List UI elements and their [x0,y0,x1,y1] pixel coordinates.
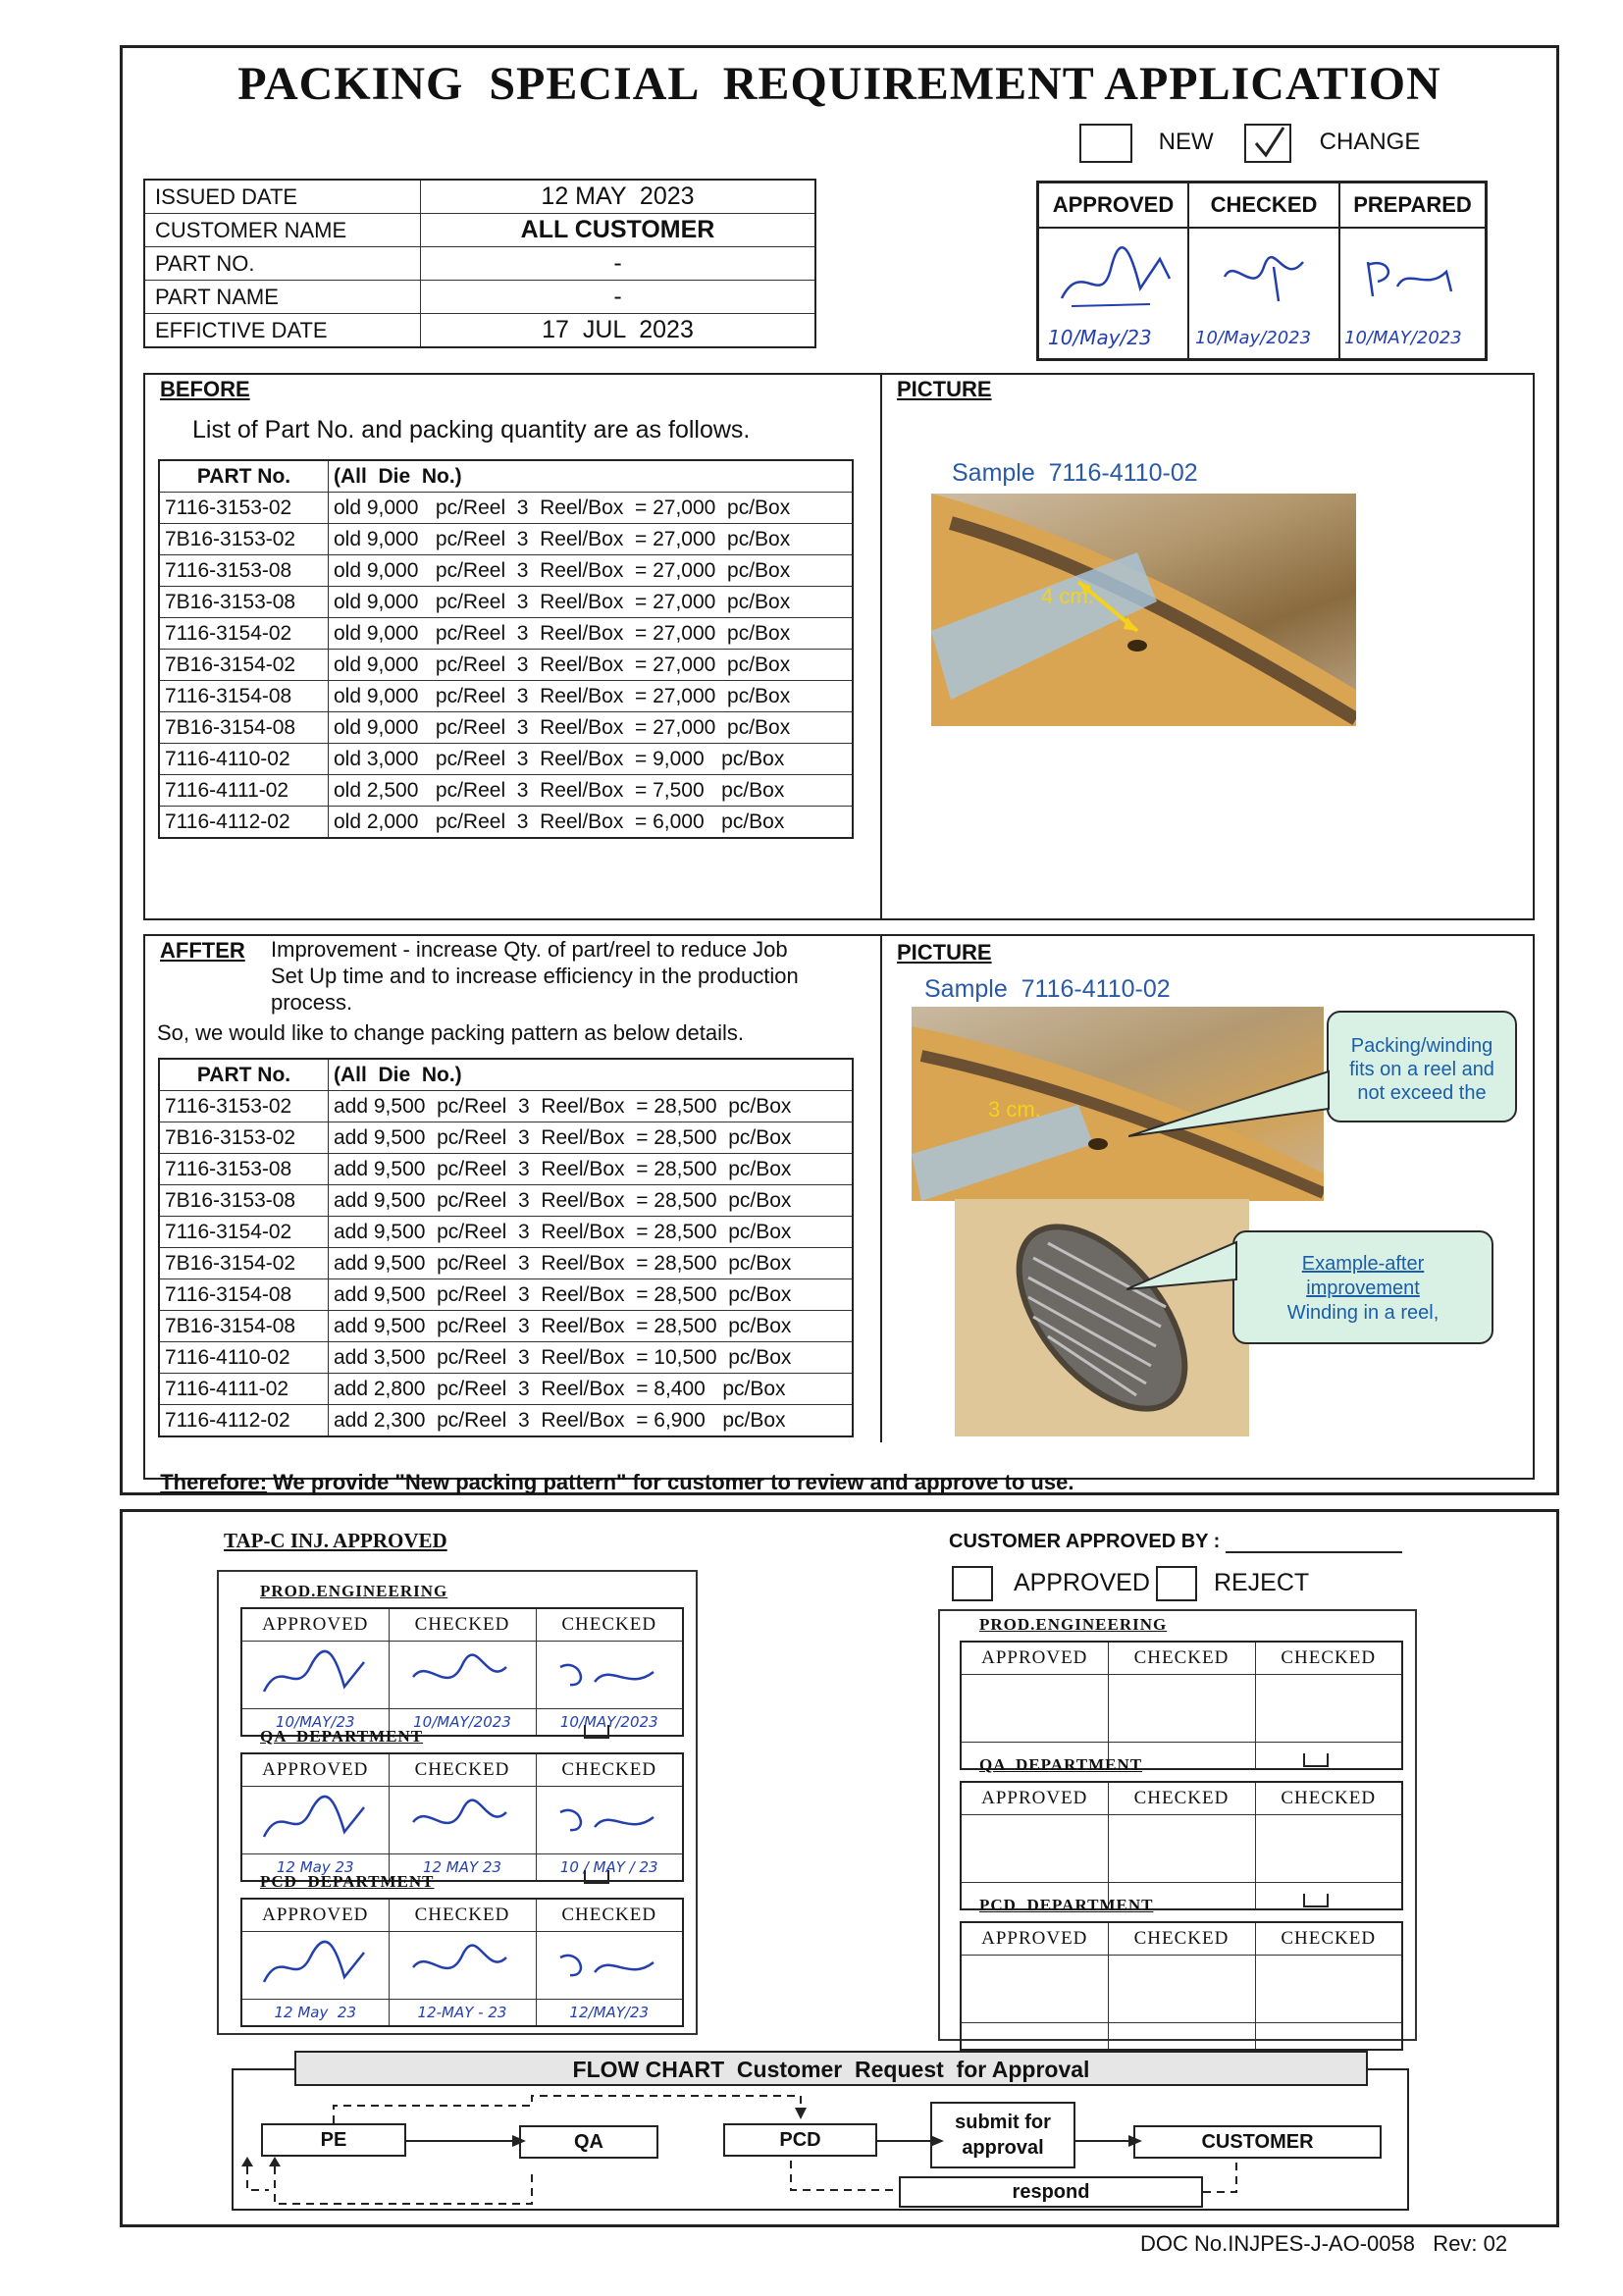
after-heading: AFFTER [160,938,245,963]
parts-row [159,775,853,807]
packing-quantity: old 2,500 pc/Reel 3 Reel/Box = 7,500 pc/Box [329,775,854,807]
signature-cell[interactable] [961,1956,1108,2023]
parts-header-row [159,460,853,493]
flow-down-arrow-icon [1303,1753,1329,1767]
dept-col-header: CHECKED [389,1753,536,1787]
date-cell[interactable] [961,2023,1108,2051]
dept-approval-table [240,1752,684,1882]
part-number: 7B16-3154-02 [159,1248,329,1279]
parts-row [159,1185,853,1217]
flow-pcd-box[interactable]: PCD [723,2123,877,2157]
parts-row [159,1311,853,1342]
header-approved-col: APPROVED [1038,183,1188,228]
after-table [158,1058,854,1437]
date-cell: 10 / MAY / 23 [536,1854,683,1882]
before-heading: BEFORE [160,377,250,401]
before-reel-drawing [931,494,1356,726]
date-cell: 12 May 23 [241,2000,389,2027]
flow-submit-line-1: submit for [955,2112,1051,2133]
packing-quantity: old 9,000 pc/Reel 3 Reel/Box = 27,000 pc/Box [329,618,854,650]
part-number: 7B16-3154-02 [159,650,329,681]
info-label: ISSUED DATE [144,180,421,214]
dept-name: QA DEPARTMENT [260,1727,424,1746]
part-number: 7116-4110-02 [159,1342,329,1374]
callout-2-pointer [1126,1240,1244,1299]
new-checkbox[interactable] [1079,124,1132,163]
info-row [144,247,815,281]
dept-col-header: CHECKED [536,1608,683,1642]
parts-row [159,1405,853,1437]
signature-cell [241,1642,389,1709]
after-intro-line-2: Set Up time and to increase efficiency in the production [271,964,799,988]
info-row [144,281,815,314]
after-picture-heading: PICTURE [897,940,992,965]
before-reel-photo [931,494,1356,726]
customer-approved-by-line[interactable] [1226,1534,1402,1553]
therefore-text: We provide "New packing pattern" for customer to review and approve to use. [267,1470,1074,1494]
packing-quantity: add 9,500 pc/Reel 3 Reel/Box = 28,500 pc/Box [329,1279,854,1311]
date-cell[interactable] [1255,1883,1402,1910]
dept-date-row [961,2023,1402,2051]
customer-approve-option[interactable] [952,1566,1150,1601]
info-value: 17 JUL 2023 [421,314,816,348]
info-value: - [421,247,816,281]
part-number: 7B16-3154-08 [159,1311,329,1342]
part-number: 7B16-3153-08 [159,587,329,618]
type-new-option[interactable] [1079,124,1214,163]
before-divider [880,373,882,920]
handwritten-signature-image [403,1647,521,1702]
parts-row [159,807,853,839]
signature-cell[interactable] [1108,1815,1255,1883]
part-number: 7B16-3153-02 [159,1122,329,1154]
new-label: NEW [1158,129,1214,156]
parts-row [159,524,853,555]
page-title: PACKING SPECIAL REQUIREMENT APPLICATION [237,58,1441,110]
dept-col-header: CHECKED [1255,1782,1402,1815]
dept-col-header: APPROVED [241,1608,389,1642]
dept-header-row [961,1782,1402,1815]
callout-example-after [1232,1230,1493,1344]
dept-name: QA DEPARTMENT [979,1755,1143,1774]
signature-cell[interactable] [1108,1675,1255,1743]
flow-down-arrow-icon [1303,1894,1329,1907]
dept-col-header: APPROVED [961,1642,1108,1675]
date-cell[interactable] [1255,2023,1402,2051]
parts-row [159,493,853,524]
part-number: 7116-3154-02 [159,618,329,650]
dept-col-header: CHECKED [536,1753,683,1787]
dept-col-header: CHECKED [536,1899,683,1932]
after-intro-2: So, we would like to change packing pattern as below details. [157,1020,745,1045]
handwritten-signature-image [403,1793,521,1848]
info-value: ALL CUSTOMER [421,214,816,247]
part-number: 7B16-3153-08 [159,1185,329,1217]
winding-reel-drawing [955,1199,1249,1436]
packing-quantity: add 2,800 pc/Reel 3 Reel/Box = 8,400 pc/Box [329,1374,854,1405]
dept-signature-row [961,1675,1402,1743]
check-mark-icon [1246,126,1289,161]
dept-header-row [961,1922,1402,1956]
before-measure-label: 4 cm. [1041,584,1094,608]
handwritten-signature-image [403,1938,521,1993]
dept-col-header: CHECKED [1108,1922,1255,1956]
handwritten-signature-image [256,1793,374,1848]
dept-date-row [241,2000,683,2027]
callout-2-line-2: improvement [1306,1278,1420,1299]
flow-down-arrow-icon [584,1870,609,1884]
before-intro: List of Part No. and packing quantity are as follows. [192,416,751,444]
dept-header-row [241,1899,683,1932]
after-intro-line-1: Improvement - increase Qty. of part/reel to reduce Job [271,937,788,962]
approved-signature-image [1052,239,1179,318]
parts-row [159,681,853,712]
dept-signature-row [241,1787,683,1854]
info-value: - [421,281,816,314]
dept-col-header: CHECKED [1108,1642,1255,1675]
signature-cell [536,1932,683,2000]
after-intro-line-3: process. [271,990,353,1015]
callout-1-line-2: fits on a reel and [1349,1059,1494,1080]
dept-col-header: CHECKED [1108,1782,1255,1815]
signature-cell [241,1787,389,1854]
part-number: 7116-4111-02 [159,775,329,807]
parts-row [159,587,853,618]
dept-approval-table [960,1921,1403,2051]
info-row [144,314,815,348]
signature-cell[interactable] [961,1675,1108,1743]
packing-quantity: old 9,000 pc/Reel 3 Reel/Box = 27,000 pc/Box [329,681,854,712]
flow-arrows [226,2080,1403,2218]
packing-quantity: add 2,300 pc/Reel 3 Reel/Box = 6,900 pc/Box [329,1405,854,1437]
info-table [143,179,816,348]
packing-quantity: add 9,500 pc/Reel 3 Reel/Box = 28,500 pc/Box [329,1154,854,1185]
signature-cell[interactable] [1108,1956,1255,2023]
date-cell: 10/MAY/2023 [389,1709,536,1737]
parts-header-row [159,1059,853,1091]
callout-1-line-3: not exceed the [1357,1082,1487,1104]
change-label: CHANGE [1319,129,1421,156]
part-number: 7116-4110-02 [159,744,329,775]
date-cell[interactable] [1255,1743,1402,1770]
signature-cell [389,1642,536,1709]
parts-row [159,1091,853,1122]
customer-approved-label: APPROVED [1013,1568,1150,1596]
dept-name: PCD DEPARTMENT [979,1896,1154,1914]
date-cell: 10/MAY/2023 [536,1709,683,1737]
signature-cell[interactable] [1255,1815,1402,1883]
flow-qa-box[interactable]: QA [519,2125,658,2159]
header-approval-box [1036,181,1488,361]
packing-quantity: add 9,500 pc/Reel 3 Reel/Box = 28,500 pc/Box [329,1185,854,1217]
callout-1-line-1: Packing/winding [1350,1035,1493,1057]
dept-col-header: APPROVED [961,1782,1108,1815]
customer-reject-label: REJECT [1213,1568,1310,1596]
part-number: 7116-4112-02 [159,807,329,839]
col-part-no: PART No. [159,1059,329,1091]
parts-row [159,1248,853,1279]
packing-quantity: old 2,000 pc/Reel 3 Reel/Box = 6,000 pc/Box [329,807,854,839]
dept-col-header: APPROVED [241,1899,389,1932]
col-part-no: PART No. [159,460,329,493]
change-checkbox[interactable] [1244,124,1291,163]
dept-header-row [241,1753,683,1787]
dept-approval-table [960,1641,1403,1770]
packing-quantity: add 9,500 pc/Reel 3 Reel/Box = 28,500 pc/Box [329,1217,854,1248]
packing-quantity: old 9,000 pc/Reel 3 Reel/Box = 27,000 pc/Box [329,493,854,524]
date-cell: 12 May 23 [241,1854,389,1882]
info-row [144,180,815,214]
packing-quantity: add 9,500 pc/Reel 3 Reel/Box = 28,500 pc/Box [329,1311,854,1342]
flow-submit-line-2: approval [962,2137,1044,2159]
before-table [158,459,854,839]
checked-signature-image [1215,247,1323,306]
dept-col-header: CHECKED [1255,1922,1402,1956]
part-number: 7116-3153-02 [159,493,329,524]
date-cell: 12/MAY/23 [536,2000,683,2027]
info-label: EFFICTIVE DATE [144,314,421,348]
col-die-no: (All Die No.) [329,460,854,493]
dept-signature-row [241,1932,683,2000]
packing-quantity: old 9,000 pc/Reel 3 Reel/Box = 27,000 pc/Box [329,587,854,618]
dept-col-header: CHECKED [389,1899,536,1932]
parts-row [159,1217,853,1248]
dept-name: PROD.ENGINEERING [979,1615,1168,1634]
date-cell: 10/MAY/23 [241,1709,389,1737]
part-number: 7116-3153-08 [159,555,329,587]
before-picture-heading: PICTURE [897,377,992,401]
type-change-option[interactable] [1244,124,1420,163]
packing-quantity: add 3,500 pc/Reel 3 Reel/Box = 10,500 pc/Box [329,1342,854,1374]
signature-cell[interactable] [1255,1956,1402,2023]
customer-reject-checkbox[interactable] [1156,1566,1197,1601]
info-label: PART NO. [144,247,421,281]
date-cell: 12 MAY 23 [389,1854,536,1882]
signature-cell [389,1787,536,1854]
dept-signature-row [961,1956,1402,2023]
after-winding-photo [955,1199,1249,1436]
info-label: PART NAME [144,281,421,314]
part-number: 7116-3153-02 [159,1091,329,1122]
dept-approval-table [240,1607,684,1737]
prepared-date: 10/MAY/2023 [1344,328,1462,348]
signature-cell [241,1932,389,2000]
parts-row [159,744,853,775]
handwritten-signature-image [550,1793,668,1848]
dept-col-header: CHECKED [389,1608,536,1642]
packing-quantity: add 9,500 pc/Reel 3 Reel/Box = 28,500 pc/Box [329,1248,854,1279]
callout-packing-fits [1327,1011,1517,1122]
part-number: 7116-3153-08 [159,1154,329,1185]
parts-row [159,1279,853,1311]
header-prepared-col: PREPARED [1339,183,1486,228]
prepared-signature-image [1358,247,1466,306]
dept-approval-table [960,1781,1403,1910]
after-sample-label: Sample 7116-4110-02 [924,975,1171,1003]
flow-pe-box[interactable]: PE [261,2123,406,2157]
parts-row [159,650,853,681]
after-divider [880,934,882,1442]
handwritten-signature-image [550,1647,668,1702]
packing-quantity: old 9,000 pc/Reel 3 Reel/Box = 27,000 pc/Box [329,650,854,681]
customer-reject-option[interactable] [1156,1566,1309,1601]
dept-approval-table [240,1898,684,2027]
parts-row [159,555,853,587]
dept-col-header: APPROVED [241,1753,389,1787]
after-intro [271,936,799,1016]
packing-quantity: old 9,000 pc/Reel 3 Reel/Box = 27,000 pc/Box [329,712,854,744]
signature-cell[interactable] [961,1815,1108,1883]
parts-row [159,1374,853,1405]
dept-header-row [961,1642,1402,1675]
part-number: 7116-4111-02 [159,1374,329,1405]
parts-row [159,618,853,650]
approved-date: 10/May/23 [1048,326,1152,349]
signature-cell [536,1787,683,1854]
info-value: 12 MAY 2023 [421,180,816,214]
signature-cell [389,1932,536,2000]
flow-respond-box[interactable]: respond [899,2176,1203,2208]
dept-name: PCD DEPARTMENT [260,1872,435,1891]
packing-quantity: old 9,000 pc/Reel 3 Reel/Box = 27,000 pc/Box [329,524,854,555]
handwritten-signature-image [256,1647,374,1702]
packing-quantity: add 9,500 pc/Reel 3 Reel/Box = 28,500 pc/Box [329,1091,854,1122]
document-number: DOC No.INJPES-J-AO-0058 Rev: 02 [1140,2231,1508,2256]
packing-quantity: add 9,500 pc/Reel 3 Reel/Box = 28,500 pc/Box [329,1122,854,1154]
parts-row [159,1122,853,1154]
dept-signature-row [961,1815,1402,1883]
dept-signature-row [241,1642,683,1709]
customer-approved-checkbox[interactable] [952,1566,993,1601]
callout-2-line-3: Winding in a reel, [1286,1302,1440,1324]
packing-quantity: old 3,000 pc/Reel 3 Reel/Box = 9,000 pc/Box [329,744,854,775]
checked-date: 10/May/2023 [1195,328,1312,348]
packing-quantity: old 9,000 pc/Reel 3 Reel/Box = 27,000 pc/Box [329,555,854,587]
therefore-statement [148,1444,1073,1495]
after-measure-label: 3 cm. [988,1097,1041,1122]
header-checked-col: CHECKED [1188,183,1339,228]
dept-header-row [241,1608,683,1642]
parts-row [159,1342,853,1374]
info-row [144,214,815,247]
date-cell: 12-MAY - 23 [389,2000,536,2027]
info-label: CUSTOMER NAME [144,214,421,247]
part-number: 7116-3154-08 [159,681,329,712]
callout-2-line-1: Example-after [1301,1253,1425,1275]
part-number: 7B16-3153-02 [159,524,329,555]
flow-customer-box[interactable]: CUSTOMER [1133,2125,1382,2159]
part-number: 7116-4112-02 [159,1405,329,1437]
dept-col-header: APPROVED [961,1922,1108,1956]
part-number: 7116-3154-08 [159,1279,329,1311]
dept-name: PROD.ENGINEERING [260,1582,448,1600]
part-number: 7B16-3154-08 [159,712,329,744]
callout-1-pointer [1128,1070,1335,1138]
signature-cell [536,1642,683,1709]
date-cell[interactable] [1108,2023,1255,2051]
col-die-no: (All Die No.) [329,1059,854,1091]
customer-heading [949,1531,1402,1553]
customer-approved-by-label: CUSTOMER APPROVED BY : [949,1531,1221,1552]
parts-row [159,1154,853,1185]
parts-row [159,712,853,744]
therefore-label: Therefore: [160,1470,268,1494]
handwritten-signature-image [550,1938,668,1993]
part-number: 7116-3154-02 [159,1217,329,1248]
before-sample-label: Sample 7116-4110-02 [952,459,1198,487]
signature-cell[interactable] [1255,1675,1402,1743]
flow-down-arrow-icon [584,1725,609,1739]
flow-chart-title: FLOW CHART Customer Request for Approval [294,2051,1368,2086]
handwritten-signature-image [256,1938,374,1993]
tapc-heading: TAP-C INJ. APPROVED [224,1529,447,1552]
dept-col-header: CHECKED [1255,1642,1402,1675]
